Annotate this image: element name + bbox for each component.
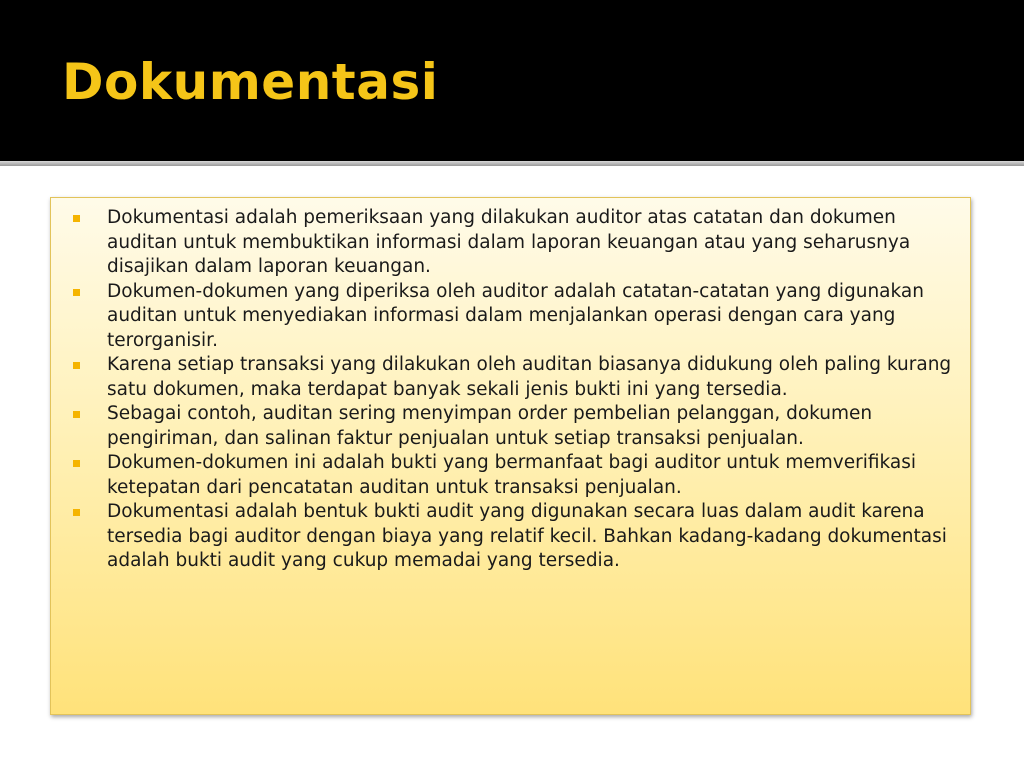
- content-box: [50, 197, 971, 715]
- square-bullet-icon: [73, 509, 80, 516]
- bullet-text: Sebagai contoh, auditan sering menyimpan order pembelian pelanggan, dokumen pengiriman, dan salinan faktur penjualan untuk setiap transaksi penjualan.: [107, 403, 873, 449]
- bullet-item: [71, 500, 954, 574]
- bullet-list: [71, 206, 954, 574]
- bullet-text: Karena setiap transaksi yang dilakukan oleh auditan biasanya didukung oleh paling kurang satu dokumen, maka terdapat banyak sekali jenis bukti ini yang tersedia.: [107, 354, 952, 400]
- title-bar: [0, 0, 1024, 160]
- bullet-item: [71, 451, 954, 500]
- bullet-item: [71, 280, 954, 354]
- square-bullet-icon: [73, 411, 80, 418]
- square-bullet-icon: [73, 289, 80, 296]
- square-bullet-icon: [73, 362, 80, 369]
- bullet-text: Dokumen-dokumen yang diperiksa oleh auditor adalah catatan-catatan yang digunakan auditan untuk menyediakan informasi dalam menjalankan operasi dengan cara yang terorganisir.: [107, 280, 924, 351]
- bullet-item: [71, 402, 954, 451]
- bullet-item: [71, 353, 954, 402]
- bullet-text: Dokumentasi adalah pemeriksaan yang dilakukan auditor atas catatan dan dokumen auditan untuk membuktikan informasi dalam laporan keuangan atau yang seharusnya disajikan dalam laporan keuangan.: [107, 207, 911, 277]
- bullet-text: Dokumentasi adalah bentuk bukti audit yang digunakan secara luas dalam audit karena tersedia bagi auditor dengan biaya yang relatif kecil. Bahkan kadang-kadang dokumentasi adalah bukti audit yang cukup memadai yang tersedia.: [107, 501, 947, 571]
- square-bullet-icon: [73, 215, 80, 222]
- bullet-text: Dokumen-dokumen ini adalah bukti yang bermanfaat bagi auditor untuk memverifikasi ketepatan dari pencatatan auditan untuk transaksi penjualan.: [107, 452, 916, 498]
- slide-title: Dokumentasi: [62, 53, 439, 111]
- square-bullet-icon: [73, 460, 80, 467]
- bullet-item: [71, 206, 954, 280]
